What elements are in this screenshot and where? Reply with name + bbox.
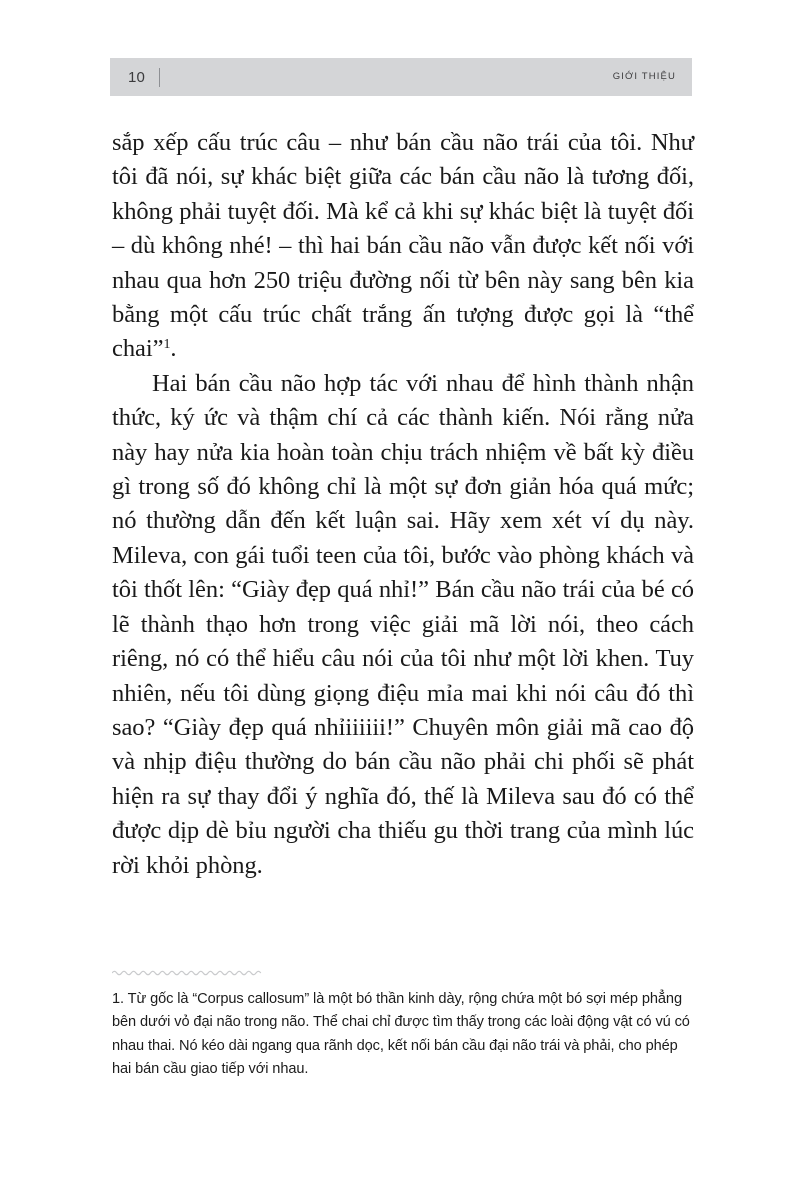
page-number: 10 bbox=[128, 68, 146, 86]
footnote-separator-wavy-line bbox=[112, 968, 264, 976]
header-divider bbox=[159, 68, 160, 87]
paragraph bbox=[112, 367, 694, 883]
paragraph-text: Hai bán cầu não hợp tác với nhau để hình thành nhận thức, ký ức và thậm chí cả các thành kiến. Nói rằng nửa này hay nửa kia hoàn toàn chịu trách nhiệm về bất kỳ điều gì trong số đó không chỉ là một sự đơn giản hóa quá mức; nó thường dẫn đến kết luận sai. Hãy xem xét ví dụ này. Mileva, con gái tuổi teen của tôi, bước vào phòng khách và tôi thốt lên: “Giày đẹp quá nhỉ!” Bán cầu não trái của bé có lẽ thành thạo hơn trong việc giải mã lời nói, theo cách riêng, nó có thể hiểu câu nói của tôi như một lời khen. Tuy nhiên, nếu tôi dùng giọng điệu mỉa mai khi nói câu đó thì sao? “Giày đẹp quá nhỉiiiiii!” Chuyên môn giải mã cao độ và nhịp điệu thường do bán cầu não phải chi phối sẽ phát hiện ra sự thay đổi ý nghĩa đó, thế là Mileva sau đó có thể được dịp dè bỉu người cha thiếu gu thời trang của mình lúc rời khỏi phòng. bbox=[112, 369, 694, 879]
footnote-reference-marker[interactable]: 1 bbox=[163, 337, 171, 353]
running-header bbox=[110, 58, 692, 96]
body-text-column bbox=[112, 126, 694, 883]
section-title: GIỚI THIỆU bbox=[612, 71, 676, 83]
paragraph-text-tail: . bbox=[170, 335, 177, 363]
paragraph bbox=[112, 126, 694, 367]
footnote-text: 1. Từ gốc là “Corpus callosum” là một bó thần kinh dày, rộng chứa một bó sợi mép phẳng bên dưới vỏ đại não trong não. Thể chai chỉ được tìm thấy trong các loài động vật có vú có nhau thai. Nó kéo dài ngang qua rãnh dọc, kết nối bán cầu đại não trái và phải, cho phép hai bán cầu giao tiếp với nhau. bbox=[112, 991, 690, 1077]
footnote-block bbox=[112, 968, 694, 1081]
paragraph-text: sắp xếp cấu trúc câu – như bán cầu não trái của tôi. Như tôi đã nói, sự khác biệt giữa các bán cầu não là tương đối, không phải tuyệt đối. Mà kể cả khi sự khác biệt là tuyệt đối – dù không nhé! – thì hai bán cầu não vẫn được kết nối với nhau qua hơn 250 triệu đường nối từ bên này sang bên kia bằng một cấu trúc chất trắng ấn tượng được gọi là “thể chai” bbox=[112, 129, 694, 363]
